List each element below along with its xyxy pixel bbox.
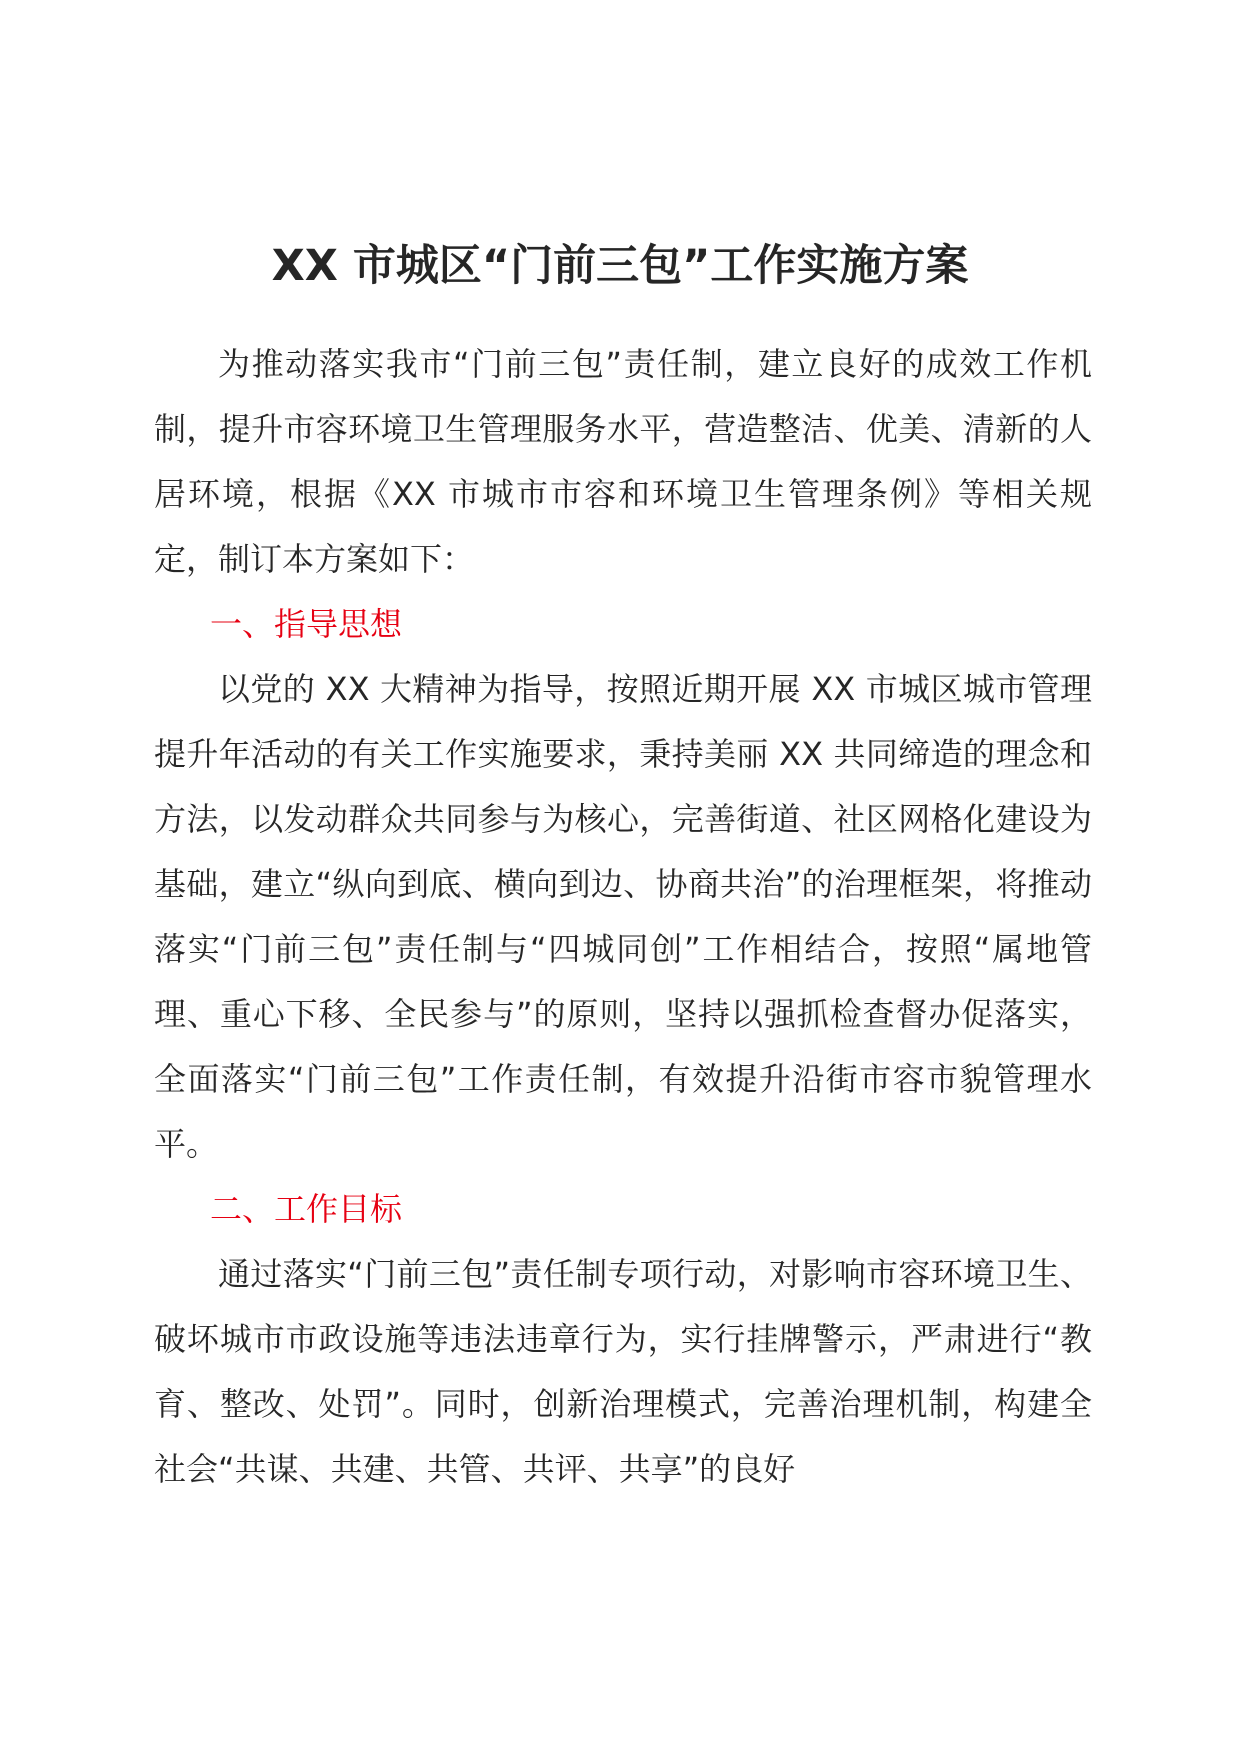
section-heading-work-goals: 二、工作目标 <box>210 1190 403 1228</box>
section-paragraph-guiding-ideology: 以党的 XX 大精神为指导，按照近期开展 XX 市城区城市管理提升年活动的有关工作实施要求，秉持美丽 XX 共同缔造的理念和方法，以发动群众共同参与为核心，完善街道、社区网格化建设为基础，建立“纵向到底、横向到边、协商共治”的治理框架，将推动落实“门前三包”责任制与“四城同创”工作相结合，按照“属地管理、重心下移、全民参与”的原则，坚持以强抓检查督办促落实，全面落实“门前三包”工作责任制，有效提升沿街市容市貌管理水平。 <box>154 670 1092 1163</box>
document-body <box>154 332 1092 1502</box>
section-heading-guiding-ideology: 一、指导思想 <box>210 605 403 643</box>
section-paragraph-work-goals: 通过落实“门前三包”责任制专项行动，对影响市容环境卫生、破坏城市市政设施等违法违章行为，实行挂牌警示，严肃进行“教育、整改、处罚”。同时，创新治理模式，完善治理机制，构建全社会“共谋、共建、共管、共评、共享”的良好 <box>154 1255 1092 1488</box>
intro-paragraph: 为推动落实我市“门前三包”责任制，建立良好的成效工作机制，提升市容环境卫生管理服务水平，营造整洁、优美、清新的人居环境，根据《XX 市城市市容和环境卫生管理条例》等相关规定，制订本方案如下： <box>154 345 1092 578</box>
document-title: XX 市城区“门前三包”工作实施方案 <box>271 241 969 291</box>
